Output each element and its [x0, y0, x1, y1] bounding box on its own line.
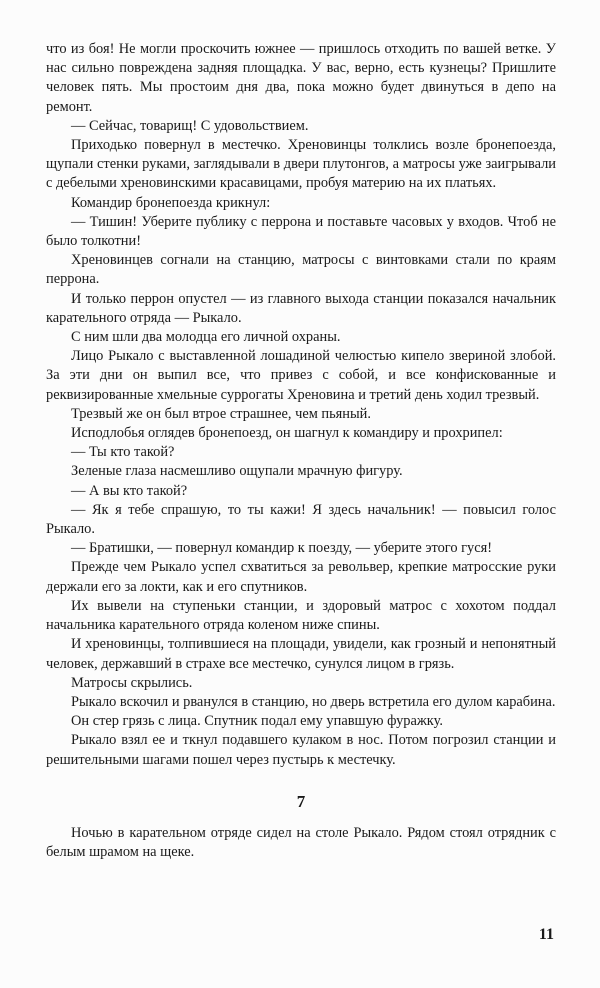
- paragraph: Рыкало взял ее и ткнул подавшего кулаком в нос. Потом погрозил станции и решительными шагами пошел через пустырь к местечку.: [46, 732, 556, 768]
- paragraph: — Братишки, — повернул командир к поезду, — уберите этого гуся!: [71, 540, 493, 557]
- paragraph: Рыкало вскочил и рванулся в станцию, но дверь встретила его дулом карабина.: [71, 693, 556, 710]
- paragraph: Лицо Рыкало с выставленной лошадиной челюстью кипело звериной злобой. За эти дни он выпил все, что привез с собой, и все конфискованные и реквизированные хмельные суррогаты Хреновина и третий день ходил трезвый.: [46, 348, 556, 403]
- paragraph: — Ты кто такой?: [71, 444, 175, 461]
- paragraph: Матросы скрылись.: [71, 674, 193, 691]
- paragraph: — А вы кто такой?: [71, 482, 188, 499]
- chapter-heading: 7: [296, 791, 306, 811]
- paragraph: С ним шли два молодца его личной охраны.: [71, 329, 341, 346]
- paragraph: что из боя! Не могли проскочить южнее — пришлось отходить по вашей ветке. У нас сильно повреждена задняя площадка. У вас, верно, есть кузнецы? Пришлите человек пять. Мы простоим дня два, пока можно будет двинуться в депо на ремонт.: [46, 41, 556, 115]
- paragraph: Исподлобья оглядев бронепоезд, он шагнул к командиру и прохрипел:: [71, 425, 503, 442]
- paragraph: Командир бронепоезда крикнул:: [71, 194, 271, 211]
- paragraph: Их вывели на ступеньки станции, и здоровый матрос с хохотом поддал начальника карательного отряда коленом ниже спины.: [46, 597, 556, 634]
- paragraph: И хреновинцы, толпившиеся на площади, увидели, как грозный и непонятный человек, державший в страхе все местечко, сунулся лицом в грязь.: [46, 636, 556, 672]
- paragraph: И только перрон опустел — из главного выхода станции показался начальник карательного отряда — Рыкало.: [46, 290, 556, 326]
- paragraph: Ночью в карательном отряде сидел на столе Рыкало. Рядом стоял отрядник с белым шрамом на щеке.: [46, 824, 556, 860]
- paragraph: — Як я тебе спрашую, то ты кажи! Я здесь начальник! — повысил голос Рыкало.: [46, 501, 556, 538]
- paragraph: Приходько повернул в местечко. Хреновинцы толклись возле бронепоезда, щупали стенки руками, заглядывали в двери плутонгов, а матросы уже заигрывали с дебелыми хреновинскими красавицами, пробуя материю на их платьях.: [46, 137, 556, 192]
- paragraph: Хреновинцев согнали на станцию, матросы с винтовками стали по краям перрона.: [46, 252, 556, 288]
- paragraph: Он стер грязь с лица. Спутник подал ему упавшую фуражку.: [71, 713, 443, 730]
- paragraph: Трезвый же он был втрое страшнее, чем пьяный.: [71, 405, 371, 422]
- paragraph: — Тишин! Уберите публику с перрона и поставьте часовых у входов. Чтоб не было толкотни!: [46, 213, 556, 250]
- paragraph: Зеленые глаза насмешливо ощупали мрачную фигуру.: [71, 463, 403, 480]
- page-number: 11: [538, 926, 554, 943]
- paragraph: — Сейчас, товарищ! С удовольствием.: [71, 117, 309, 134]
- paragraph: Прежде чем Рыкало успел схватиться за револьвер, крепкие матросские руки держали его за локти, как и его спутников.: [46, 559, 556, 595]
- main-text: [46, 40, 556, 862]
